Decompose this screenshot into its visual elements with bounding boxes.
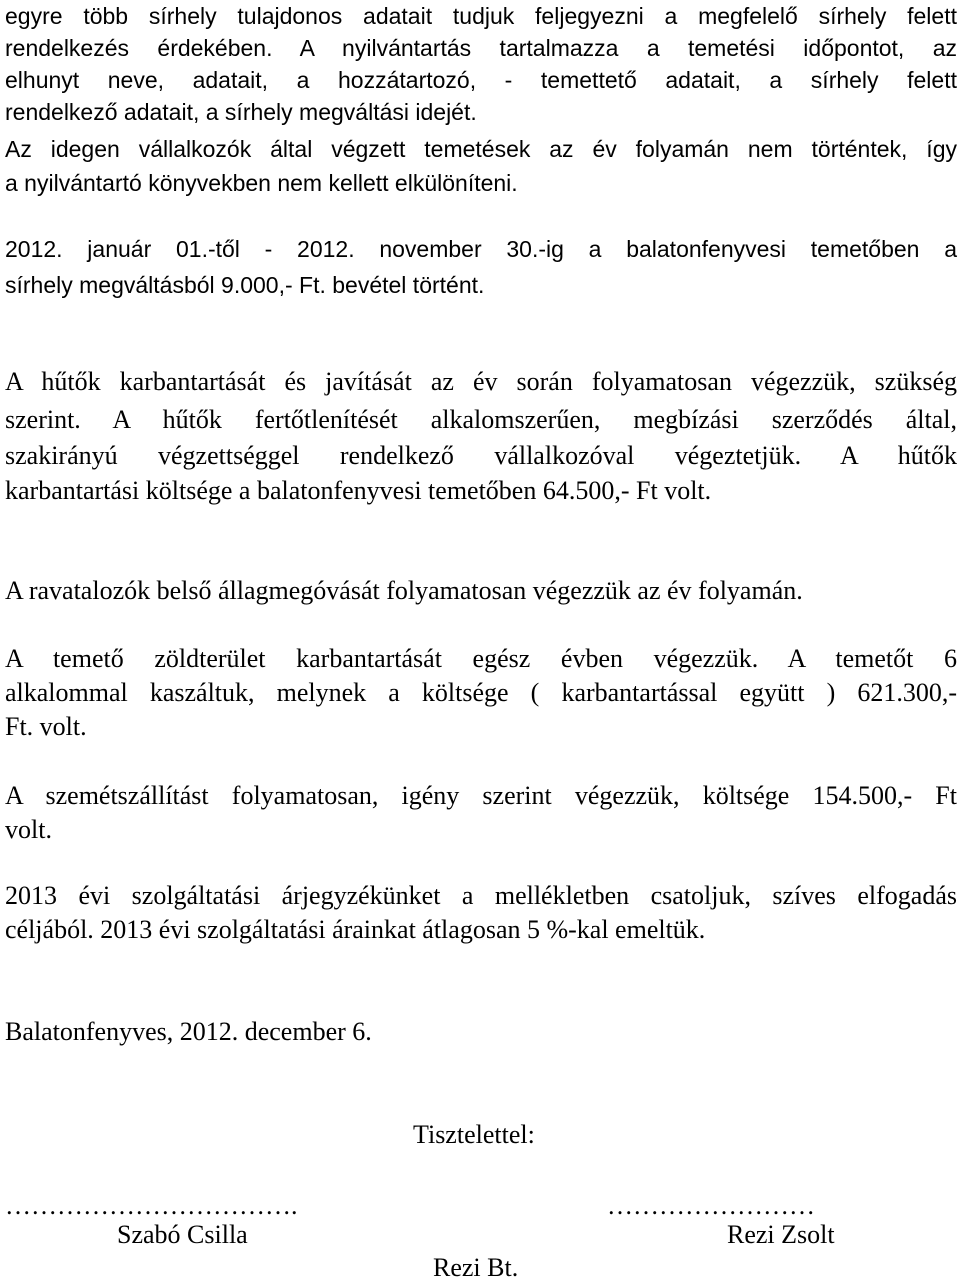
mortuary-line-1: A ravatalozók belső állagmegóvását folyamatosan végezzük az év folyamán.: [5, 576, 803, 605]
waste-line-2: volt.: [5, 815, 52, 844]
place-date: Balatonfenyves, 2012. december 6.: [5, 1017, 372, 1046]
company-name: Rezi Bt.: [433, 1253, 519, 1282]
income-line-1: 2012. január 01.-től - 2012. november 30.-ig a balatonfenyvesi temetőben a: [5, 236, 957, 262]
registry-line-4: rendelkező adatait, a sírhely megváltási idejét.: [5, 99, 477, 125]
coolers-line-2: szerint. A hűtők fertőtlenítését alkalomszerűen, megbízási szerződés által,: [5, 405, 957, 434]
signature-line-right: ……………………: [607, 1191, 815, 1220]
coolers-line-4: karbantartási költsége a balatonfenyvesi temetőben 64.500,- Ft volt.: [5, 476, 712, 505]
prices-line-1: 2013 évi szolgáltatási árjegyzékünket a mellékletben csatoljuk, szíves elfogadás: [5, 881, 957, 910]
external-line-2: a nyilvántartó könyvekben nem kellett elkülöníteni.: [5, 170, 518, 196]
coolers-line-3: szakirányú végzettséggel rendelkező vállalkozóval végeztetjük. A hűtők: [5, 441, 957, 470]
signer-right-name: Rezi Zsolt: [727, 1220, 835, 1249]
coolers-line-1: A hűtők karbantartását és javítását az év során folyamatosan végezzük, szükség: [5, 367, 957, 396]
green-line-3: Ft. volt.: [5, 712, 87, 741]
income-line-2: sírhely megváltásból 9.000,- Ft. bevétel történt.: [5, 272, 485, 298]
registry-line-2: rendelkezés érdekében. A nyilvántartás tartalmazza a temetési időpontot, az: [5, 35, 957, 61]
registry-line-1: egyre több sírhely tulajdonos adatait tudjuk feljegyezni a megfelelő sírhely felett: [5, 3, 957, 29]
signature-line-left: …………………………….: [5, 1191, 298, 1220]
signer-left-name: Szabó Csilla: [117, 1220, 248, 1249]
greeting: Tisztelettel:: [413, 1120, 535, 1149]
green-line-1: A temető zöldterület karbantartását egész évben végezzük. A temetőt 6: [5, 644, 957, 673]
external-line-1: Az idegen vállalkozók által végzett temetések az év folyamán nem történtek, így: [5, 136, 957, 162]
prices-line-2: céljából. 2013 évi szolgáltatási árainkat átlagosan 5 %-kal emeltük.: [5, 915, 706, 944]
green-line-2: alkalommal kaszáltuk, melynek a költsége ( karbantartással együtt ) 621.300,-: [5, 678, 957, 707]
waste-line-1: A szemétszállítást folyamatosan, igény szerint végezzük, költsége 154.500,- Ft: [5, 781, 957, 810]
registry-line-3: elhunyt neve, adatait, a hozzátartozó, - temettető adatait, a sírhely felett: [5, 67, 957, 93]
